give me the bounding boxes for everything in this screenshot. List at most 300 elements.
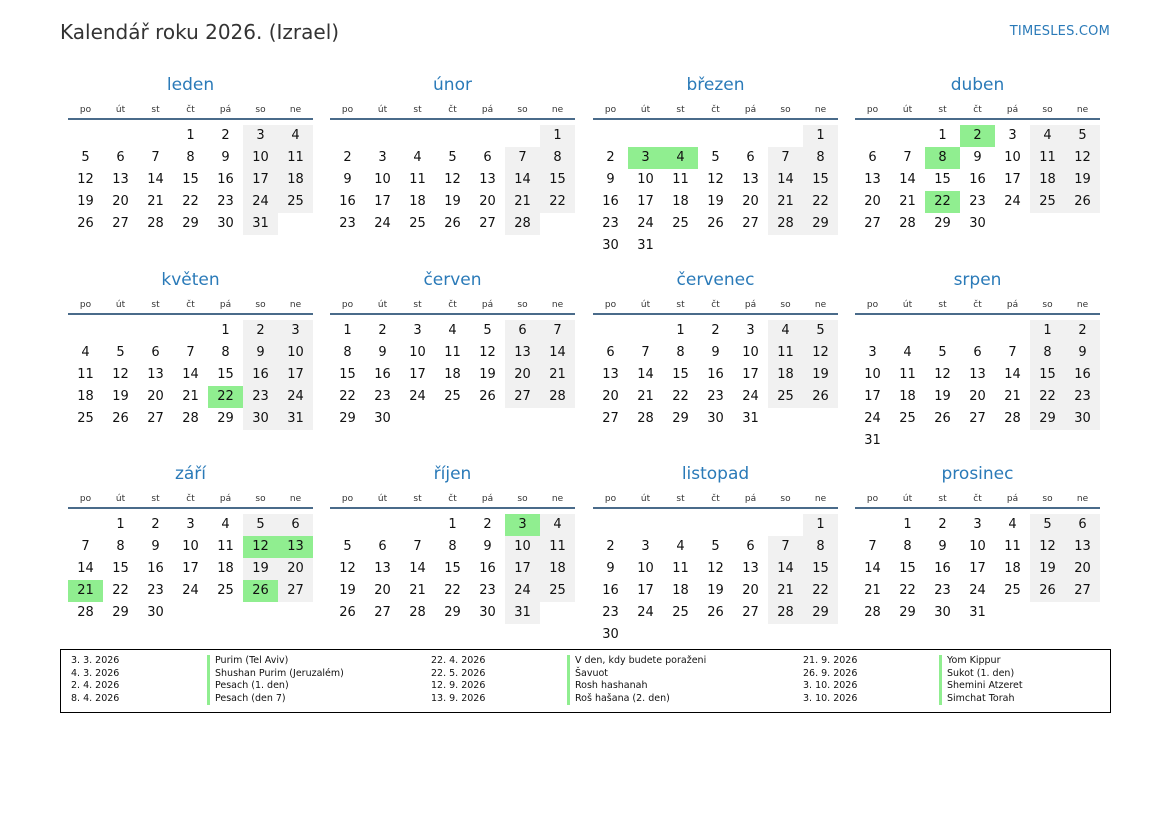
holiday-column [803, 655, 1023, 705]
day-cell: 15 [899, 561, 916, 576]
weekday-label: pá [1006, 105, 1019, 115]
empty-cell [733, 514, 768, 536]
day-cell: 21 [147, 194, 164, 209]
day-cell: 10 [374, 172, 391, 187]
day-cell: 23 [969, 194, 986, 209]
weekday-label: st [938, 494, 947, 504]
empty-cell [68, 320, 103, 342]
day-cell: 11 [444, 345, 461, 360]
empty-cell [733, 125, 768, 147]
day-cell: 25 [768, 386, 803, 408]
day-cell: 2 [221, 128, 230, 143]
day-cell: 4 [663, 147, 698, 169]
day-cell: 5 [711, 539, 720, 554]
month-name: prosinec [941, 464, 1014, 484]
day-cell: 17 [969, 561, 986, 576]
holiday-column [71, 655, 344, 705]
day-cell: 5 [448, 150, 457, 165]
holiday-date: 21. 9. 2026 [803, 655, 858, 666]
day-cell: 14 [768, 169, 803, 191]
empty-cell [138, 125, 173, 147]
day-cell: 3 [505, 514, 540, 536]
day-cell: 24 [637, 216, 654, 231]
day-cell: 6 [278, 514, 313, 536]
day-cell: 16 [602, 194, 619, 209]
weekday-label: út [377, 300, 388, 310]
weekday-label: ne [551, 494, 564, 504]
month-name: březen [686, 75, 745, 95]
day-cell: 16 [217, 172, 234, 187]
day-cell: 11 [217, 539, 234, 554]
day-cell: 12 [339, 561, 356, 576]
day-cell: 16 [602, 583, 619, 598]
empty-cell [505, 125, 540, 147]
day-cell: 25 [444, 389, 461, 404]
weekday-label: so [780, 494, 791, 504]
weekday-header [68, 295, 313, 315]
empty-cell [138, 320, 173, 342]
day-cell: 21 [409, 583, 426, 598]
weekday-label: po [866, 105, 879, 115]
day-cell: 13 [112, 172, 129, 187]
day-cell: 28 [637, 411, 654, 426]
page-title: Kalendář roku 2026. (Izrael) [60, 20, 340, 44]
weekday-label: út [377, 105, 388, 115]
day-cell: 3 [641, 539, 650, 554]
day-cell: 19 [707, 194, 724, 209]
empty-cell [330, 514, 365, 536]
day-cell: 2 [378, 323, 387, 338]
weekday-label: út [640, 105, 651, 115]
weekday-label: pá [481, 494, 494, 504]
holiday-row [431, 655, 706, 668]
day-cell: 27 [505, 386, 540, 408]
weekday-label: pá [219, 494, 232, 504]
weekday-label: ne [1076, 494, 1089, 504]
weekday-label: čt [448, 494, 457, 504]
day-cell: 3 [1008, 128, 1017, 143]
month-4 [855, 75, 1100, 235]
day-cell: 6 [378, 539, 387, 554]
empty-cell [400, 514, 435, 536]
day-cell: 29 [899, 605, 916, 620]
holiday-name: Shushan Purim (Jeruzalém) [207, 668, 344, 681]
empty-cell [400, 125, 435, 147]
day-cell: 14 [409, 561, 426, 576]
day-cell: 29 [217, 411, 234, 426]
day-cell: 3 [413, 323, 422, 338]
day-cell: 31 [969, 605, 986, 620]
day-cell: 22 [803, 580, 838, 602]
day-cell: 27 [864, 216, 881, 231]
day-cell: 5 [343, 539, 352, 554]
day-cell: 28 [409, 605, 426, 620]
day-cell: 19 [77, 194, 94, 209]
day-cell: 19 [934, 389, 951, 404]
day-cell: 8 [448, 539, 457, 554]
day-cell: 25 [217, 583, 234, 598]
holiday-row [803, 693, 1023, 706]
weekday-label: pá [481, 300, 494, 310]
weekday-label: ne [289, 494, 302, 504]
day-cell: 19 [707, 583, 724, 598]
day-cell: 9 [973, 150, 982, 165]
day-cell: 15 [803, 169, 838, 191]
day-cell: 26 [707, 216, 724, 231]
empty-cell [470, 125, 505, 147]
weekday-header [593, 295, 838, 315]
weekday-label: čt [973, 494, 982, 504]
day-cell: 25 [77, 411, 94, 426]
weekday-label: pá [219, 105, 232, 115]
day-cell: 4 [81, 345, 90, 360]
holiday-name: V den, kdy budete poraženi [567, 655, 706, 668]
day-cell: 2 [960, 125, 995, 147]
day-cell: 22 [925, 191, 960, 213]
day-cell: 31 [864, 433, 881, 448]
day-cell: 13 [969, 367, 986, 382]
day-cell: 2 [243, 320, 278, 342]
day-cell: 21 [540, 364, 575, 386]
weekday-label: st [938, 300, 947, 310]
weekday-label: so [255, 105, 266, 115]
empty-cell [768, 514, 803, 536]
empty-cell [330, 125, 365, 147]
day-cell: 25 [409, 216, 426, 231]
empty-cell [698, 125, 733, 147]
day-cell: 1 [116, 517, 125, 532]
weekday-label: út [902, 300, 913, 310]
weekday-label: po [866, 300, 879, 310]
day-cell: 22 [182, 194, 199, 209]
weekday-label: so [780, 300, 791, 310]
day-cell: 6 [1065, 514, 1100, 536]
day-cell: 2 [151, 517, 160, 532]
day-cell: 22 [208, 386, 243, 408]
holiday-date: 3. 10. 2026 [803, 692, 858, 704]
day-cell: 11 [540, 536, 575, 558]
day-cell: 24 [505, 580, 540, 602]
weekday-label: pá [219, 300, 232, 310]
holiday-list [60, 649, 1111, 713]
day-cell: 17 [374, 194, 391, 209]
day-cell: 9 [483, 539, 492, 554]
weekday-label: ne [289, 105, 302, 115]
weekday-label: čt [711, 494, 720, 504]
day-cell: 9 [711, 345, 720, 360]
day-grid [68, 125, 313, 235]
day-cell: 5 [711, 150, 720, 165]
day-cell: 28 [182, 411, 199, 426]
day-cell: 28 [147, 216, 164, 231]
month-2 [330, 75, 575, 235]
day-cell: 27 [112, 216, 129, 231]
day-cell: 26 [339, 605, 356, 620]
weekday-label: so [255, 300, 266, 310]
day-cell: 18 [1030, 169, 1065, 191]
month-name: červen [423, 270, 482, 290]
day-cell: 16 [374, 367, 391, 382]
weekday-label: so [1042, 494, 1053, 504]
day-cell: 20 [602, 389, 619, 404]
day-cell: 23 [934, 583, 951, 598]
day-cell: 30 [217, 216, 234, 231]
empty-cell [103, 320, 138, 342]
weekday-label: ne [551, 105, 564, 115]
holiday-row [71, 680, 344, 693]
day-cell: 8 [925, 147, 960, 169]
day-cell: 16 [934, 561, 951, 576]
day-cell: 27 [602, 411, 619, 426]
weekday-label: po [866, 494, 879, 504]
day-cell: 13 [505, 342, 540, 364]
day-cell: 10 [969, 539, 986, 554]
day-cell: 20 [864, 194, 881, 209]
day-cell: 26 [479, 389, 496, 404]
day-cell: 28 [1004, 411, 1021, 426]
day-cell: 7 [186, 345, 195, 360]
weekday-label: st [938, 105, 947, 115]
day-cell: 3 [186, 517, 195, 532]
empty-cell [593, 125, 628, 147]
day-cell: 17 [637, 583, 654, 598]
day-cell: 21 [1004, 389, 1021, 404]
day-cell: 8 [116, 539, 125, 554]
day-cell: 9 [938, 539, 947, 554]
day-grid [68, 514, 313, 624]
day-cell: 30 [969, 216, 986, 231]
weekday-label: ne [814, 105, 827, 115]
weekday-label: út [902, 105, 913, 115]
weekday-label: ne [551, 300, 564, 310]
holiday-name: Yom Kippur [939, 655, 1000, 668]
holiday-name: Simchat Torah [939, 693, 1014, 706]
day-cell: 19 [444, 194, 461, 209]
day-cell: 21 [899, 194, 916, 209]
day-cell: 13 [602, 367, 619, 382]
weekday-label: st [676, 494, 685, 504]
day-cell: 24 [864, 411, 881, 426]
day-cell: 12 [1065, 147, 1100, 169]
day-cell: 27 [742, 605, 759, 620]
day-cell: 17 [864, 389, 881, 404]
weekday-label: čt [186, 300, 195, 310]
day-cell: 25 [672, 605, 689, 620]
day-cell: 4 [676, 539, 685, 554]
day-cell: 30 [602, 627, 619, 642]
empty-cell [68, 514, 103, 536]
day-cell: 20 [1065, 558, 1100, 580]
day-cell: 16 [243, 364, 278, 386]
holiday-name: Roš hašana (2. den) [567, 693, 670, 706]
day-cell: 8 [186, 150, 195, 165]
day-cell: 18 [1004, 561, 1021, 576]
day-cell: 5 [483, 323, 492, 338]
day-cell: 6 [746, 150, 755, 165]
day-cell: 18 [217, 561, 234, 576]
day-cell: 28 [768, 213, 803, 235]
day-cell: 9 [1065, 342, 1100, 364]
month-9 [68, 464, 313, 624]
day-cell: 15 [540, 169, 575, 191]
day-cell: 28 [864, 605, 881, 620]
day-cell: 27 [1065, 580, 1100, 602]
weekday-header [593, 489, 838, 509]
weekday-label: st [413, 105, 422, 115]
day-cell: 14 [1004, 367, 1021, 382]
weekday-label: čt [448, 300, 457, 310]
day-cell: 23 [602, 605, 619, 620]
day-cell: 7 [151, 150, 160, 165]
day-cell: 18 [77, 389, 94, 404]
day-cell: 30 [707, 411, 724, 426]
weekday-label: pá [744, 300, 757, 310]
weekday-label: út [640, 494, 651, 504]
day-grid [855, 125, 1100, 235]
day-cell: 18 [768, 364, 803, 386]
weekday-label: čt [186, 105, 195, 115]
day-cell: 2 [606, 150, 615, 165]
day-cell: 13 [374, 561, 391, 576]
day-cell: 19 [112, 389, 129, 404]
day-cell: 12 [803, 342, 838, 364]
holiday-name: Sukot (1. den) [939, 668, 1014, 681]
day-cell: 16 [479, 561, 496, 576]
day-cell: 10 [243, 147, 278, 169]
day-cell: 26 [112, 411, 129, 426]
empty-cell [103, 125, 138, 147]
day-cell: 9 [606, 172, 615, 187]
day-cell: 19 [479, 367, 496, 382]
day-cell: 5 [1030, 514, 1065, 536]
month-1 [68, 75, 313, 235]
day-cell: 7 [1008, 345, 1017, 360]
weekday-header [330, 295, 575, 315]
day-cell: 11 [899, 367, 916, 382]
day-cell: 12 [112, 367, 129, 382]
day-cell: 31 [243, 213, 278, 235]
weekday-label: ne [1076, 300, 1089, 310]
weekday-label: út [377, 494, 388, 504]
day-cell: 27 [479, 216, 496, 231]
day-cell: 6 [746, 539, 755, 554]
day-cell: 24 [1004, 194, 1021, 209]
holiday-column [431, 655, 706, 705]
day-cell: 8 [1030, 342, 1065, 364]
weekday-label: po [341, 105, 354, 115]
day-cell: 5 [938, 345, 947, 360]
weekday-label: st [676, 105, 685, 115]
day-cell: 18 [444, 367, 461, 382]
day-cell: 10 [409, 345, 426, 360]
day-cell: 31 [742, 411, 759, 426]
brand-link[interactable]: TIMESLES.COM [1009, 24, 1110, 39]
day-cell: 11 [1004, 539, 1021, 554]
day-cell: 23 [243, 386, 278, 408]
day-cell: 10 [637, 561, 654, 576]
day-cell: 12 [707, 561, 724, 576]
day-cell: 22 [339, 389, 356, 404]
day-cell: 30 [147, 605, 164, 620]
day-cell: 14 [182, 367, 199, 382]
day-cell: 4 [448, 323, 457, 338]
weekday-header [330, 489, 575, 509]
day-cell: 7 [768, 147, 803, 169]
empty-cell [593, 320, 628, 342]
day-cell: 15 [803, 558, 838, 580]
day-cell: 25 [899, 411, 916, 426]
weekday-label: út [902, 494, 913, 504]
day-cell: 26 [444, 216, 461, 231]
day-cell: 26 [934, 411, 951, 426]
day-cell: 4 [413, 150, 422, 165]
day-cell: 22 [112, 583, 129, 598]
weekday-label: po [79, 494, 92, 504]
weekday-label: po [604, 105, 617, 115]
day-grid [330, 125, 575, 235]
day-cell: 8 [676, 345, 685, 360]
day-cell: 23 [147, 583, 164, 598]
holiday-name: Purim (Tel Aviv) [207, 655, 288, 668]
weekday-label: so [517, 105, 528, 115]
month-8 [855, 270, 1100, 452]
day-cell: 9 [221, 150, 230, 165]
day-cell: 3 [378, 150, 387, 165]
weekday-label: čt [973, 300, 982, 310]
day-cell: 9 [606, 561, 615, 576]
day-cell: 20 [479, 194, 496, 209]
day-grid [330, 514, 575, 624]
day-cell: 27 [374, 605, 391, 620]
day-cell: 20 [742, 194, 759, 209]
day-cell: 29 [1030, 408, 1065, 430]
empty-cell [925, 320, 960, 342]
day-cell: 23 [217, 194, 234, 209]
day-cell: 4 [1030, 125, 1065, 147]
day-cell: 5 [1065, 125, 1100, 147]
day-cell: 12 [1030, 536, 1065, 558]
day-cell: 18 [409, 194, 426, 209]
holiday-date: 3. 10. 2026 [803, 680, 858, 691]
day-cell: 20 [374, 583, 391, 598]
day-cell: 4 [540, 514, 575, 536]
day-cell: 14 [540, 342, 575, 364]
day-cell: 30 [934, 605, 951, 620]
day-cell: 28 [77, 605, 94, 620]
empty-cell [593, 514, 628, 536]
day-cell: 11 [672, 561, 689, 576]
day-cell: 21 [768, 580, 803, 602]
weekday-label: út [640, 300, 651, 310]
weekday-label: út [115, 300, 126, 310]
weekday-label: po [79, 300, 92, 310]
day-cell: 15 [672, 367, 689, 382]
day-cell: 15 [182, 172, 199, 187]
day-cell: 24 [969, 583, 986, 598]
day-cell: 30 [243, 408, 278, 430]
day-cell: 26 [243, 580, 278, 602]
day-cell: 24 [742, 389, 759, 404]
empty-cell [435, 125, 470, 147]
day-cell: 24 [409, 389, 426, 404]
empty-cell [890, 125, 925, 147]
day-cell: 26 [707, 605, 724, 620]
day-cell: 17 [505, 558, 540, 580]
empty-cell [628, 514, 663, 536]
day-cell: 8 [903, 539, 912, 554]
day-cell: 2 [711, 323, 720, 338]
day-cell: 20 [969, 389, 986, 404]
